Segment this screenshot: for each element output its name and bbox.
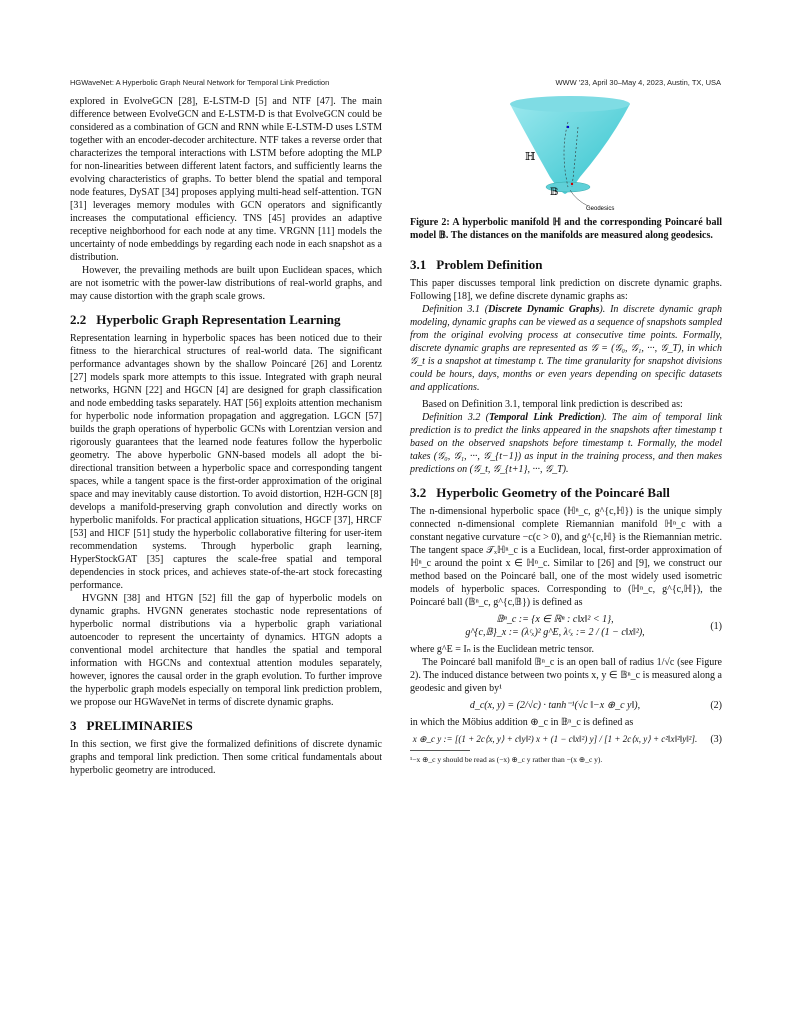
running-header-right: WWW '23, April 30–May 4, 2023, Austin, TX, USA [555, 78, 721, 87]
equation-number: (2) [710, 700, 722, 711]
equation-1 [410, 613, 722, 639]
definition-body: ). In discrete dynamic graph modeling, dynamic graphs can be viewed as a sequence of snapshots sampled from the original evolving process at consecutive time points. Formally, discrete dynamic graphs are represented as 𝒢 = (𝒢₀, 𝒢₁, ···, 𝒢_T), in which 𝒢_t is a snapshot at timestamp t. The time granularity for snapshot divisions could be hours, days, months or even years depending on specific datasets and applications. [410, 304, 722, 393]
definition-head: Definition 3.2 ( [422, 412, 489, 423]
figure-2 [410, 82, 722, 212]
section-number: 2.2 [70, 312, 87, 327]
section-heading-3-1 [410, 258, 722, 271]
geodesic-pointer [570, 190, 588, 206]
equation-body: d_c(x, y) = (2/√c) · tanh⁻¹(√c ‖−x ⊕_c y‖), [469, 700, 641, 711]
section-title: Problem Definition [436, 257, 543, 272]
label-geodesics: Geodesics [586, 206, 615, 212]
running-header-left: HGWaveNet: A Hyperbolic Graph Neural Network for Temporal Link Prediction [70, 78, 330, 87]
paragraph: The Poincaré ball manifold 𝔹ⁿ_c is an open ball of radius 1/√c (see Figure 2). The induced distance between two points x, y ∈ 𝔹ⁿ_c is measured along a geodesic and given by¹ [410, 657, 722, 694]
definition-head: Definition 3.1 ( [422, 304, 489, 315]
equation-number: (3) [710, 734, 722, 745]
definition-name: Temporal Link Prediction [488, 412, 601, 423]
equation-1-body [410, 613, 700, 639]
hyperbolic-manifold-illustration [410, 82, 722, 212]
footnote: ¹−x ⊕_c y should be read as (−x) ⊕_c y rather than −(x ⊕_c y). [410, 755, 603, 764]
section-title: Hyperbolic Geometry of the Poincaré Ball [436, 485, 670, 500]
definition-3-1 [410, 303, 722, 394]
section-heading-2-2 [70, 313, 382, 326]
equation-3 [410, 733, 722, 746]
paragraph: This paper discusses temporal link prediction on discrete dynamic graphs. Following [18], we define discrete dynamic graphs as: [410, 278, 722, 302]
paragraph: where g^E = Iₙ is the Euclidean metric tensor. [410, 644, 594, 655]
definition-3-2 [410, 411, 722, 476]
equation-2 [410, 699, 722, 712]
paragraph: The n-dimensional hyperbolic space (ℍⁿ_c, g^{c,ℍ}) is the unique simply connected n-dimensional complete Riemannian manifold ℍⁿ_c with a constant negative curvature −c(c > 0), and g^{c,ℍ} is the Riemannian metric. The tangent space 𝒯ₓℍⁿ_c is a Euclidean, local, first-order approximation of ℍⁿ_c around the point x ∈ ℍⁿ_c. Similar to [26] and [9], we construct our method based on the Poincaré ball, one of the most widely used isometric models of hyperbolic spaces. Corresponding to (ℍⁿ_c, g^{c,ℍ}), the Poincaré ball (𝔹ⁿ_c, g^{c,𝔹}) is defined as [410, 506, 722, 608]
paragraph: In this section, we first give the formalized definitions of discrete dynamic graphs and temporal link prediction. Then some critical fundamentals about hyperbolic geometry are introduced. [70, 739, 382, 776]
paragraph: HVGNN [38] and HTGN [52] fill the gap of hyperbolic models on dynamic graphs. HVGNN generates stochastic node representations of hyperbolic normal distributions via a hyperbolic graph variational autoencoder to represent the uncertainty of dynamics. HTGN adopts a conventional model architecture that handles the spatial and temporal information with HGCNs and contextual attention modules separately, however, ignores the causal order in the graph evolution. To further improve the hyperbolic graph models especially on temporal link prediction problem, we propose our HGWaveNet in terms of discrete dynamic graphs. [70, 593, 382, 708]
hyperboloid-surface [510, 98, 630, 194]
section-title: PRELIMINARIES [86, 718, 193, 733]
paragraph: in which the Möbius addition ⊕_c in 𝔹ⁿ_c is defined as [410, 717, 634, 728]
figure-caption: Figure 2: A hyperbolic manifold ℍ and the corresponding Poincaré ball model 𝔹. The distances on the manifolds are measured along geodesics. [410, 217, 722, 241]
equation-body: x ⊕_c y := [(1 + 2c⟨x, y⟩ + c‖y‖²) x + (1 − c‖x‖²) y] / [1 + 2c⟨x, y⟩ + c²‖x‖²‖y‖²]. [412, 734, 698, 744]
section-heading-3-2 [410, 486, 722, 499]
label-H: ℍ [525, 150, 536, 163]
point-marker [567, 126, 569, 128]
footnote-rule [410, 750, 470, 751]
point-marker [571, 183, 573, 185]
hyperboloid-rim [510, 96, 630, 112]
definition-name: Discrete Dynamic Graphs [488, 304, 600, 315]
label-B: 𝔹 [550, 187, 559, 198]
section-number: 3.1 [410, 257, 427, 272]
right-column [410, 82, 722, 766]
paragraph: However, the prevailing methods are built upon Euclidean spaces, which are not isometric with the power-law distributions of real-world graphs, and may cause distortion with the graph scale grows. [70, 265, 382, 302]
section-heading-3 [70, 719, 382, 732]
section-number: 3.2 [410, 485, 427, 500]
paragraph: Based on Definition 3.1, temporal link prediction is described as: [422, 399, 683, 410]
section-number: 3 [70, 718, 77, 733]
equation-line: g^{c,𝔹}_x := (λᶜₓ)² g^E, λᶜₓ := 2 / (1 − c‖x‖²), [465, 627, 645, 638]
definition-body: ). The aim of temporal link prediction is to predict the links appeared in the snapshots after timestamp t based on the observed snapshots before timestamp t. Formally, the model takes (𝒢₀, 𝒢₁, ···, 𝒢_{t−1}) as input in the training process, and then makes predictions on (𝒢_t, 𝒢_{t+1}, ···, 𝒢_T). [410, 412, 722, 475]
section-title: Hyperbolic Graph Representation Learning [96, 312, 341, 327]
equation-number: (1) [710, 620, 722, 632]
left-column [70, 95, 382, 777]
paragraph: explored in EvolveGCN [28], E-LSTM-D [5] and NTF [47]. The main difference between EvolveGCN and E-LSTM-D is that EvolveGCN could be considered as a combination of GCN and RNN while E-LSTM-D uses LSTM together with an encoder-decoder architecture. NTF takes a reverse order that characterizes the temporal interactions with LSTM before adopting the MLP for non-linearities between different latent factors, and sufficiently learns the evolving characteristics of graphs. To better blend the spatial and temporal node features, DySAT [34] proposes applying multi-head self-attention. TGN [31] leverages memory modules with GCN operators and significantly increases the computational efficiency. TNS [45] provides an adaptive receptive neighborhood for each node at any time. VRGNN [11] models the uncertainty of node embeddings by regarding each node in each snapshot as a distribution. [70, 96, 382, 263]
equation-line: 𝔹ⁿ_c := {x ∈ ℝⁿ : c‖x‖² < 1}, [496, 614, 614, 625]
paragraph: Representation learning in hyperbolic spaces has been noticed due to their fitness to the hierarchical structures of real-world data. The significant performance advantages shown by the shallow Poincaré [26] and Lorentz [27] models spark more attempts to this issue. Integrated with graph neural networks, HGNN [22] and HGCN [4] are designed for graph classification and node embedding tasks separately. HAT [56] exploits attention mechanism for hyperbolic node information propagation and aggregation. LGCN [57] builds the graph operations of hyperbolic GCNs with Lorentzian version and rigorously guarantees that the learned node features follow the hyperbolic geometry. The above hyperbolic GNN-based models all adopt the bi-directional transition between a hyperbolic space and corresponding tangent spaces, while a tangent space is the first-order approximation of the original space and may inevitably cause distortion. To avoid distortion, H2H-GCN [8] develops a manifold-preserving graph convolution and directly works on hyperbolic manifolds. For practical application situations, HGCF [37], HRCF [53] and HICF [51] study the hyperbolic collaborative filtering for user-item recommendation systems. Through hyperbolic graph learning, HyperStockGAT [35] captures the scale-free spatial and temporal dependencies in stock prices, and achieves state-of-the-art stock forecasting performance. [70, 333, 382, 591]
